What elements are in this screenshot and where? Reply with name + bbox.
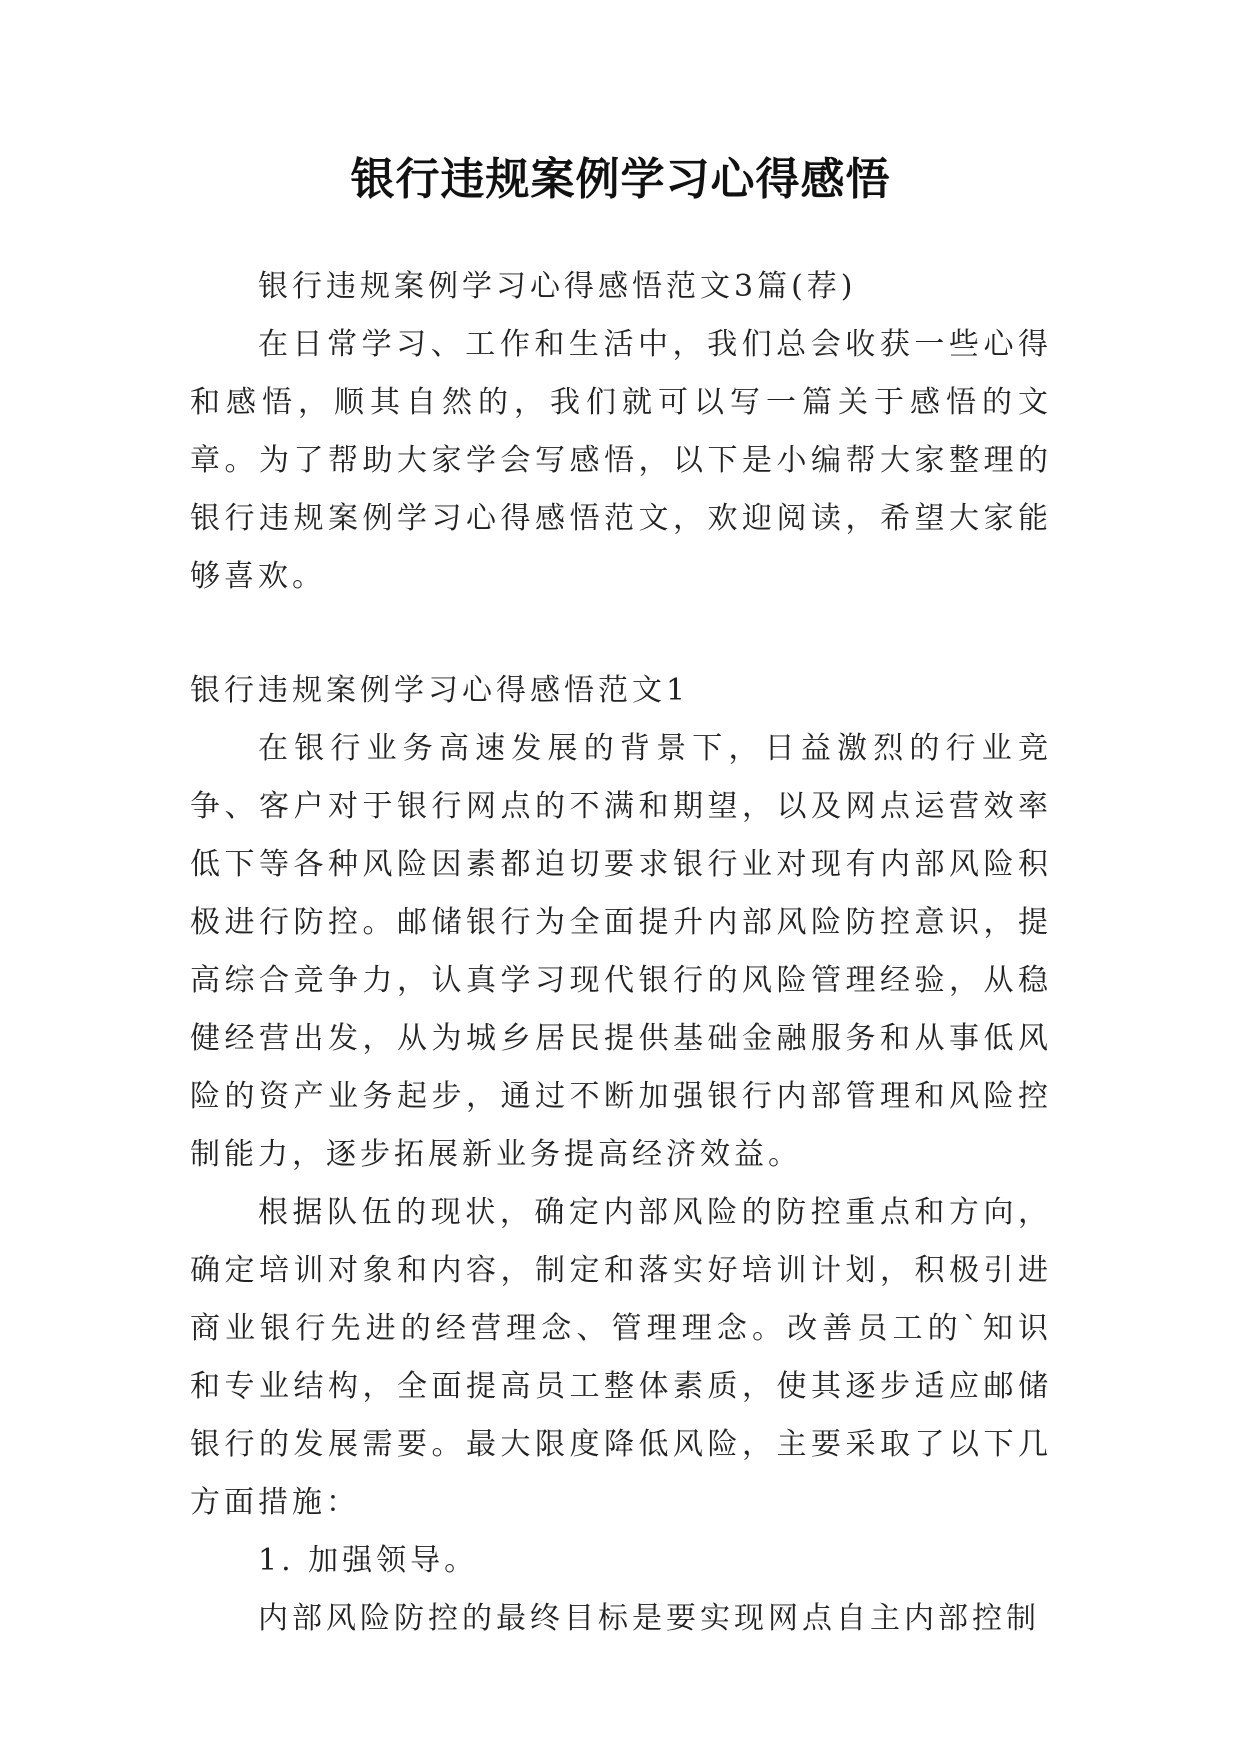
- document-subtitle: 银行违规案例学习心得感悟范文3篇(荐): [258, 269, 857, 304]
- document-body: [190, 258, 1052, 1648]
- document-title: 银行违规案例学习心得感悟: [350, 154, 891, 205]
- list-item-heading: 1. 加强领导。: [258, 1543, 479, 1578]
- section-heading: 银行违规案例学习心得感悟范文1: [190, 673, 690, 708]
- body-paragraph: 内部风险防控的最终目标是要实现网点自主内部控制: [258, 1601, 1040, 1636]
- body-paragraph: 根据队伍的现状，确定内部风险的防控重点和方向，确定培训对象和内容，制定和落实好培训计划，积极引进商业银行先进的经营理念、管理理念。改善员工的`知识和专业结构，全面提高员工整体素质，使其逐步适应邮储银行的发展需要。最大限度降低风险，主要采取了以下几方面措施：: [190, 1195, 1052, 1520]
- intro-paragraph: 在日常学习、工作和生活中，我们总会收获一些心得和感悟，顺其自然的，我们就可以写一篇关于感悟的文章。为了帮助大家学会写感悟，以下是小编帮大家整理的银行违规案例学习心得感悟范文，欢迎阅读，希望大家能够喜欢。: [190, 327, 1052, 594]
- body-paragraph: 在银行业务高速发展的背景下，日益激烈的行业竞争、客户对于银行网点的不满和期望，以及网点运营效率低下等各种风险因素都迫切要求银行业对现有内部风险积极进行防控。邮储银行为全面提升内部风险防控意识，提高综合竞争力，认真学习现代银行的风险管理经验，从稳健经营出发，从为城乡居民提供基础金融服务和从事低风险的资产业务起步，通过不断加强银行内部管理和风险控制能力，逐步拓展新业务提高经济效益。: [190, 731, 1052, 1172]
